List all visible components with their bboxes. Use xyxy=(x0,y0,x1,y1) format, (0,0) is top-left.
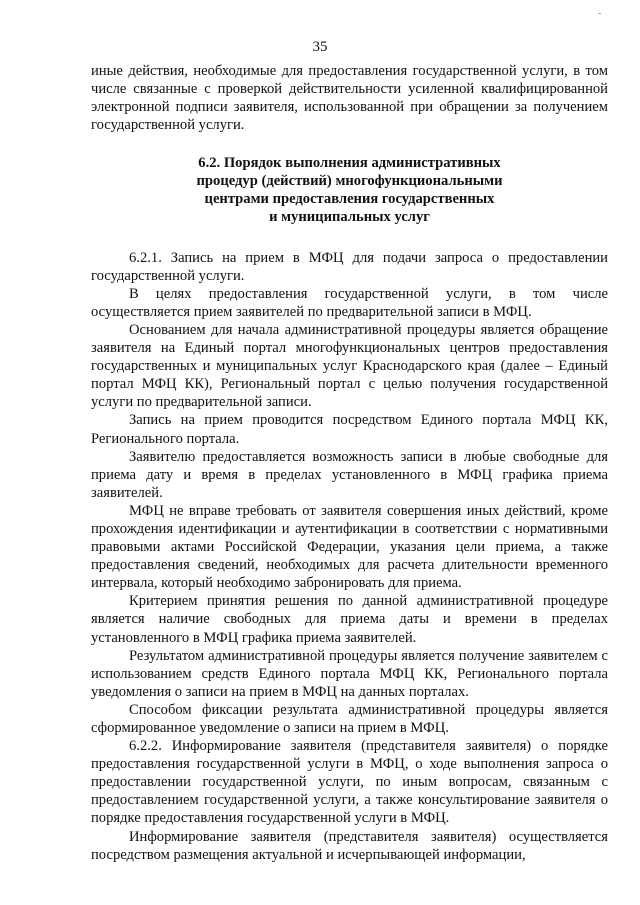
paragraph: Основанием для начала административной процедуры является обращение заявителя на Единый портал многофункциональных центров предоставления государственных и муниципальных услуг Краснодарского края (далее – Единый портал МФЦ КК), Региональный портал с целью получения государственной услуги по предварительной записи. xyxy=(91,321,608,411)
corner-mark: - xyxy=(598,8,602,19)
paragraph-6-2-1: 6.2.1. Запись на прием в МФЦ для подачи запроса о предоставлении государственной услуги. xyxy=(91,249,608,284)
paragraph: Информирование заявителя (представителя заявителя) осуществляется посредством размещения актуальной и исчерпывающей информации, xyxy=(91,828,608,863)
intro-paragraph: иные действия, необходимые для предоставления государственной услуги, в том числе связанные с проверкой действительности усиленной квалифицированной электронной подписи заявителя, использованной при обращении за получением государственной услуги. xyxy=(91,63,608,134)
section-heading-line: 6.2. Порядок выполнения административных xyxy=(198,155,501,172)
paragraph: МФЦ не вправе требовать от заявителя совершения иных действий, кроме прохождения идентификации и аутентификации в соответствии с нормативными правовыми актами Российской Федерации, указания цели приема, а также предоставления сведений, необходимых для расчета длительности временного интервала, который необходимо забронировать для приема. xyxy=(91,502,608,592)
paragraph-6-2-2: 6.2.2. Информирование заявителя (представителя заявителя) о порядке предоставления государственной услуги в МФЦ, о ходе выполнения запроса о предоставлении государственной услуги, по иным вопросам, связанным с предоставлением государственной услуги, а также консультирование заявителя о порядке предоставления государственной услуги в МФЦ. xyxy=(91,738,608,827)
paragraph: Критерием принятия решения по данной административной процедуре является наличие свободных для приема даты и времени в пределах установленного в МФЦ графика приема заявителей. xyxy=(91,593,608,646)
section-heading-line: центрами предоставления государственных xyxy=(204,190,495,207)
paragraph: В целях предоставления государственной услуги, в том числе осуществляется прием заявителей по предварительной записи в МФЦ. xyxy=(91,285,608,320)
paragraph: Запись на прием проводится посредством Единого портала МФЦ КК, Регионального портала. xyxy=(91,412,608,447)
paragraph: Результатом административной процедуры является получение заявителем с использованием средств Единого портала МФЦ КК, Регионального портала уведомления о записи на прием в МФЦ на данных порталах. xyxy=(91,647,608,700)
section-heading xyxy=(91,155,608,226)
section-heading-line: и муниципальных услуг xyxy=(269,208,430,225)
page-number: 35 xyxy=(312,39,328,55)
paragraph: Способом фиксации результата административной процедуры является сформированное уведомление о записи на прием в МФЦ. xyxy=(91,701,608,736)
section-heading-line: процедур (действий) многофункциональными xyxy=(196,173,503,190)
paragraph: Заявителю предоставляется возможность записи в любые свободные для приема дату и время в пределах установленного в МФЦ графика приема заявителей. xyxy=(91,448,608,501)
page-content xyxy=(91,62,608,864)
